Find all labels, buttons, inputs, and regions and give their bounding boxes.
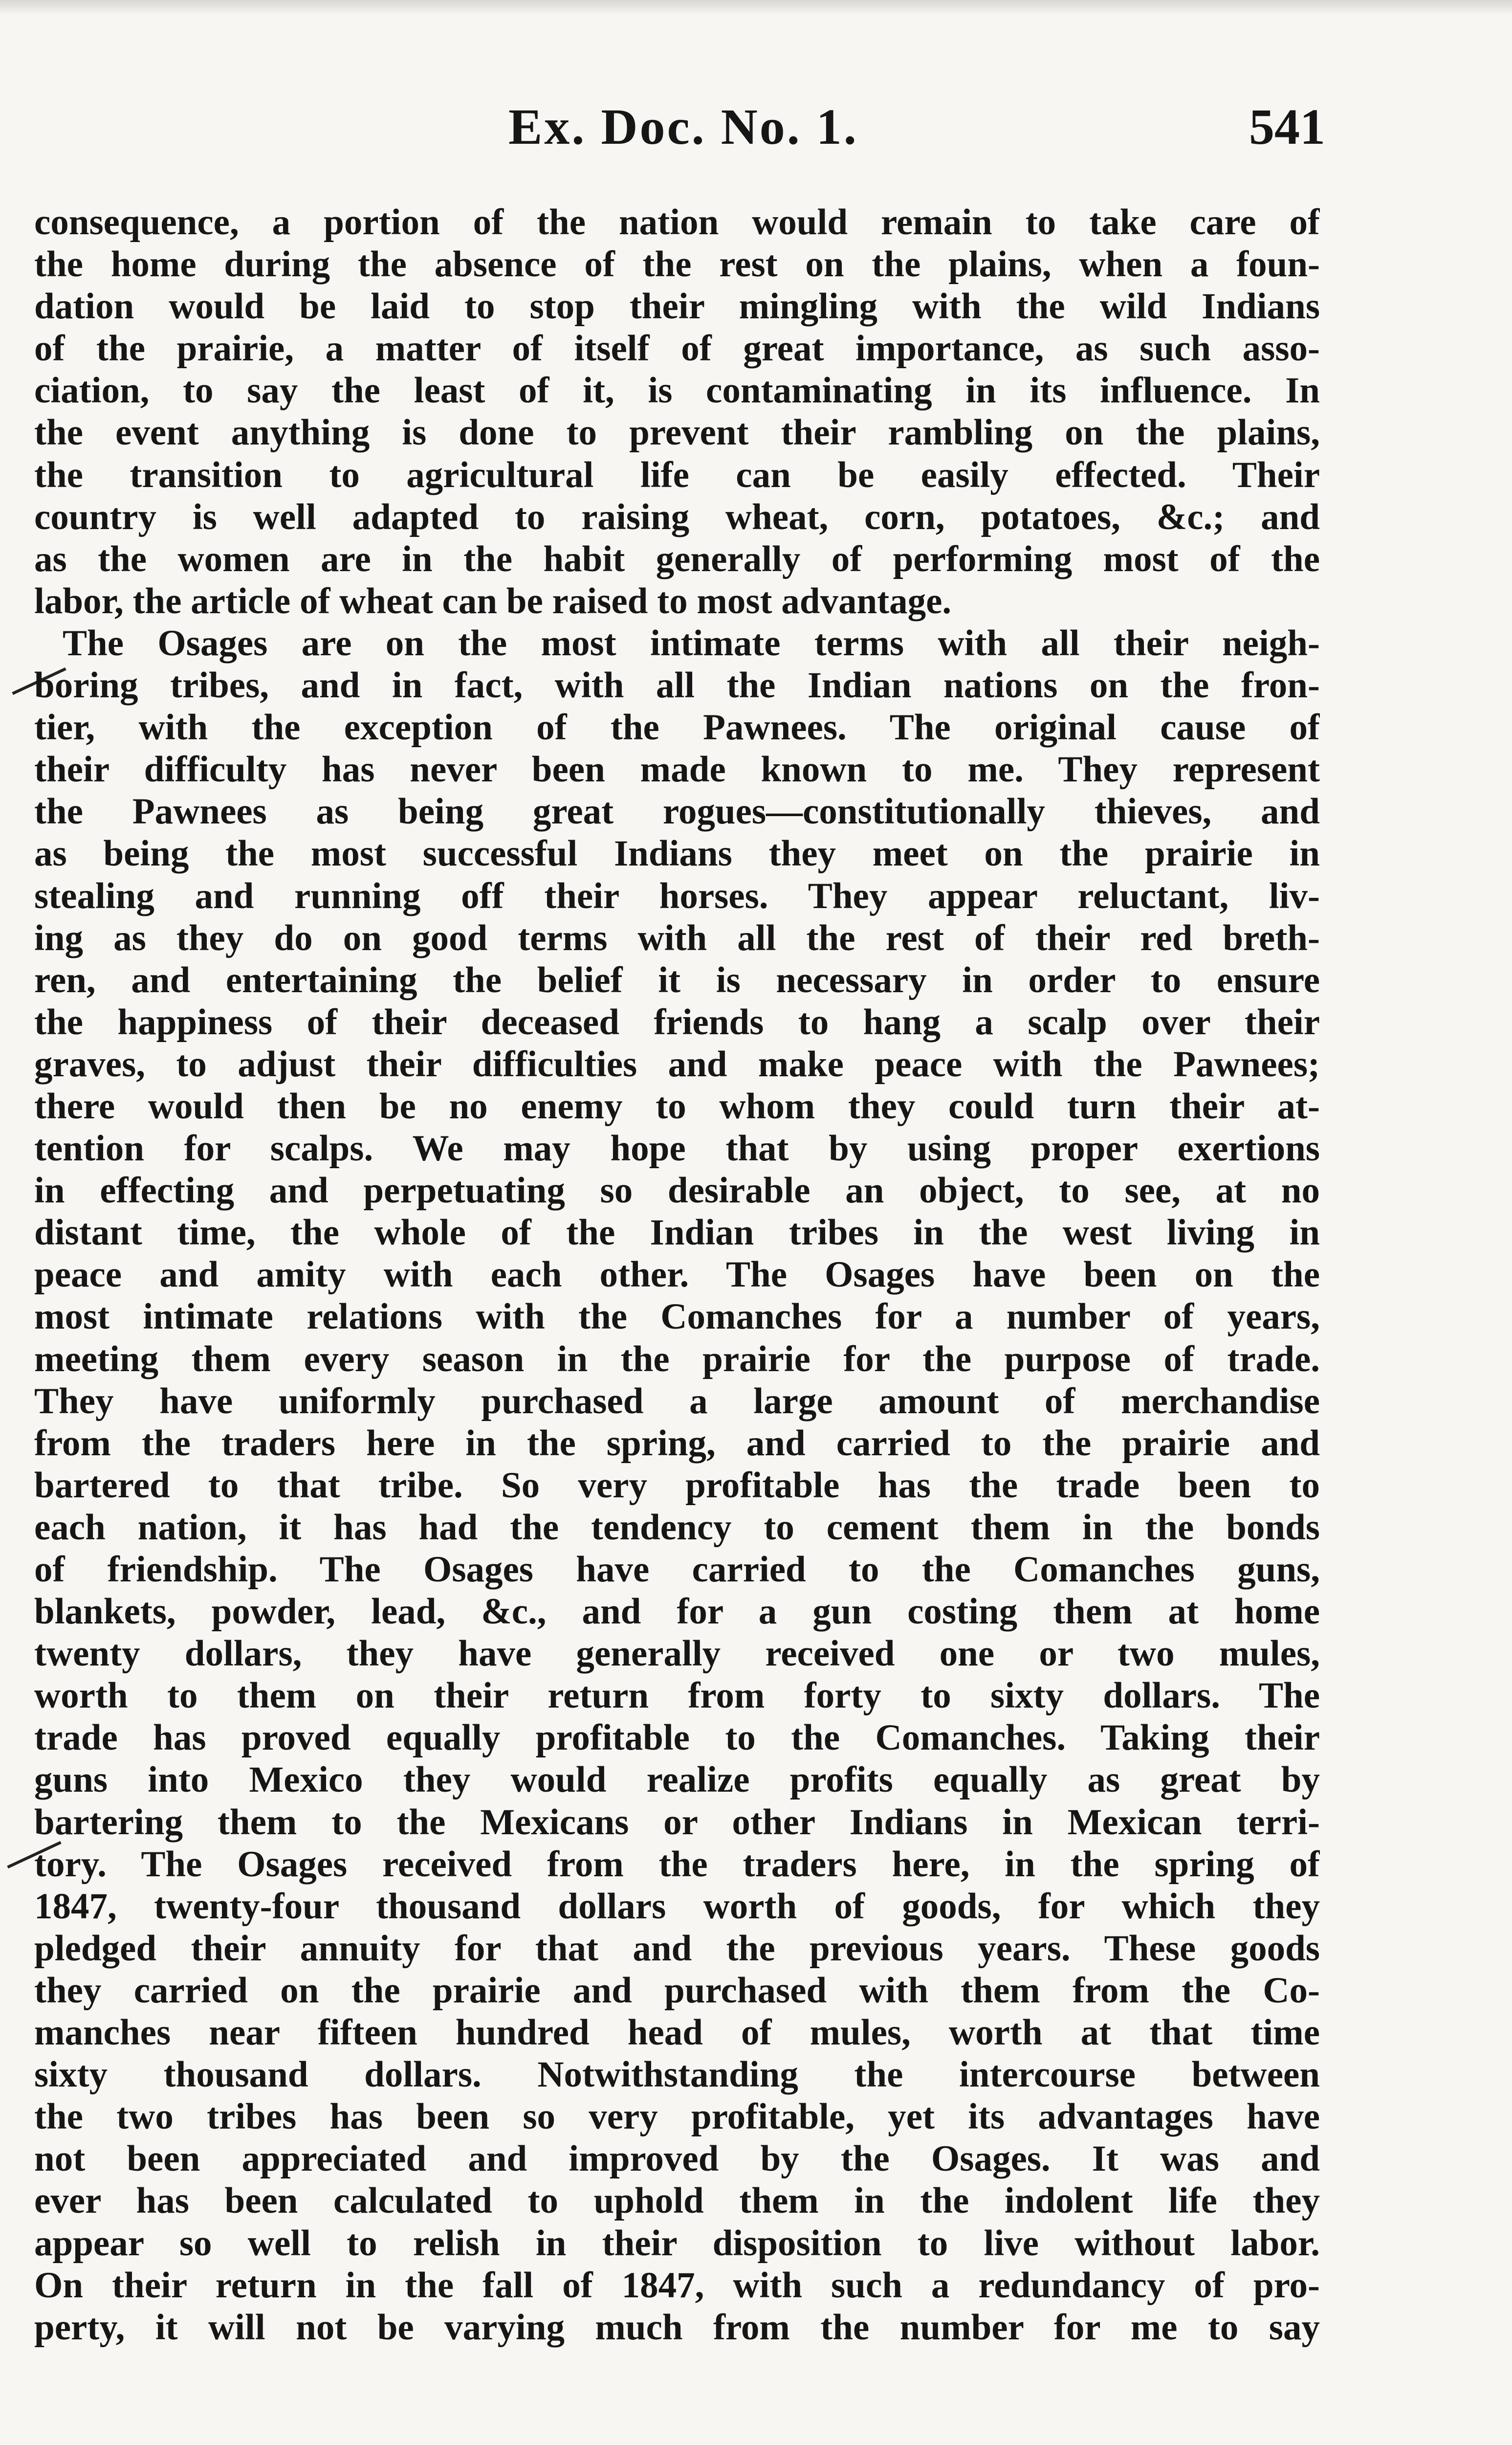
text-line: the two tribes has been so very profitable, yet its advantages have (34, 2096, 1320, 2137)
text-line: They have uniformly purchased a large amount of merchandise (34, 1380, 1320, 1422)
text-line: manches near fifteen hundred head of mules, worth at that time (34, 2012, 1320, 2053)
text-line: stealing and running off their horses. They appear reluctant, liv- (34, 875, 1320, 916)
text-line: trade has proved equally profitable to the Comanches. Taking their (34, 1717, 1320, 1758)
text-line: pledged their annuity for that and the previous years. These goods (34, 1928, 1320, 1969)
text-line: bartered to that tribe. So very profitable has the trade been to (34, 1465, 1320, 1506)
text-line: of friendship. The Osages have carried to the Comanches guns, (34, 1549, 1320, 1590)
text-line: worth to them on their return from forty to sixty dollars. The (34, 1675, 1320, 1716)
text-line: the home during the absence of the rest on the plains, when a foun- (34, 244, 1320, 285)
text-line: graves, to adjust their difficulties and make peace with the Pawnees; (34, 1044, 1320, 1085)
text-line: as being the most successful Indians they meet on the prairie in (34, 833, 1320, 874)
text-line: of the prairie, a matter of itself of great importance, as such asso- (34, 328, 1320, 369)
text-line: their difficulty has never been made known to me. They represent (34, 749, 1320, 790)
text-line: perty, it will not be varying much from the number for me to say (34, 2307, 1320, 2348)
text-line: the Pawnees as being great rogues—constitutionally thieves, and (34, 791, 1320, 832)
text-line: from the traders here in the spring, and carried to the prairie and (34, 1423, 1320, 1464)
text-line: most intimate relations with the Comanches for a number of years, (34, 1296, 1320, 1337)
text-line: each nation, it has had the tendency to cement them in the bonds (34, 1507, 1320, 1548)
text-line: labor, the article of wheat can be raised to most advantage. (34, 580, 952, 622)
text-line: guns into Mexico they would realize profits equally as great by (34, 1759, 1320, 1800)
text-line: appear so well to relish in their disposition to live without labor. (34, 2223, 1320, 2264)
text-line: blankets, powder, lead, &c., and for a gun costing them at home (34, 1591, 1320, 1632)
text-line: tory. The Osages received from the traders here, in the spring of (34, 1844, 1320, 1885)
text-line: as the women are in the habit generally of performing most of the (34, 538, 1320, 579)
page-edge (0, 0, 1512, 15)
text-line: the transition to agricultural life can be easily effected. Their (34, 454, 1320, 495)
text-line: tier, with the exception of the Pawnees. The original cause of (34, 707, 1320, 748)
text-line: ciation, to say the least of it, is contaminating in its influence. In (34, 370, 1320, 411)
text-line: sixty thousand dollars. Notwithstanding the intercourse between (34, 2054, 1320, 2095)
page-header (0, 98, 1512, 161)
text-line: ren, and entertaining the belief it is necessary in order to ensure (34, 959, 1320, 1000)
text-line: 1847, twenty-four thousand dollars worth of goods, for which they (34, 1886, 1320, 1927)
text-line: country is well adapted to raising wheat, corn, potatoes, &c.; and (34, 496, 1320, 537)
text-line: dation would be laid to stop their mingling with the wild Indians (34, 286, 1320, 327)
text-line: they carried on the prairie and purchased with them from the Co- (34, 1970, 1320, 2011)
text-line: The Osages are on the most intimate terms with all their neigh- (63, 622, 1320, 664)
text-line: not been appreciated and improved by the Osages. It was and (34, 2138, 1320, 2179)
text-line: in effecting and perpetuating so desirable an object, to see, at no (34, 1170, 1320, 1211)
text-line: the happiness of their deceased friends to hang a scalp over their (34, 1001, 1320, 1043)
body-text (34, 201, 1320, 2349)
text-line: consequence, a portion of the nation would remain to take care of (34, 202, 1320, 243)
text-line: On their return in the fall of 1847, with such a redundancy of pro- (34, 2265, 1320, 2306)
text-line: ever has been calculated to uphold them in the indolent life they (34, 2180, 1320, 2222)
text-line: distant time, the whole of the Indian tribes in the west living in (34, 1212, 1320, 1253)
text-line: boring tribes, and in fact, with all the Indian nations on the fron- (34, 665, 1320, 706)
text-line: meeting them every season in the prairie for the purpose of trade. (34, 1338, 1320, 1379)
text-line: the event anything is done to prevent their rambling on the plains, (34, 412, 1320, 453)
text-line: there would then be no enemy to whom they could turn their at- (34, 1086, 1320, 1127)
text-line: bartering them to the Mexicans or other Indians in Mexican terri- (34, 1801, 1320, 1843)
text-line: peace and amity with each other. The Osages have been on the (34, 1254, 1320, 1295)
text-line: twenty dollars, they have generally received one or two mules, (34, 1633, 1320, 1674)
text-line: tention for scalps. We may hope that by using proper exertions (34, 1128, 1320, 1169)
document-title: Ex. Doc. No. 1. (508, 99, 858, 155)
text-line: ing as they do on good terms with all the rest of their red breth- (34, 917, 1320, 958)
page-number: 541 (1249, 99, 1325, 155)
